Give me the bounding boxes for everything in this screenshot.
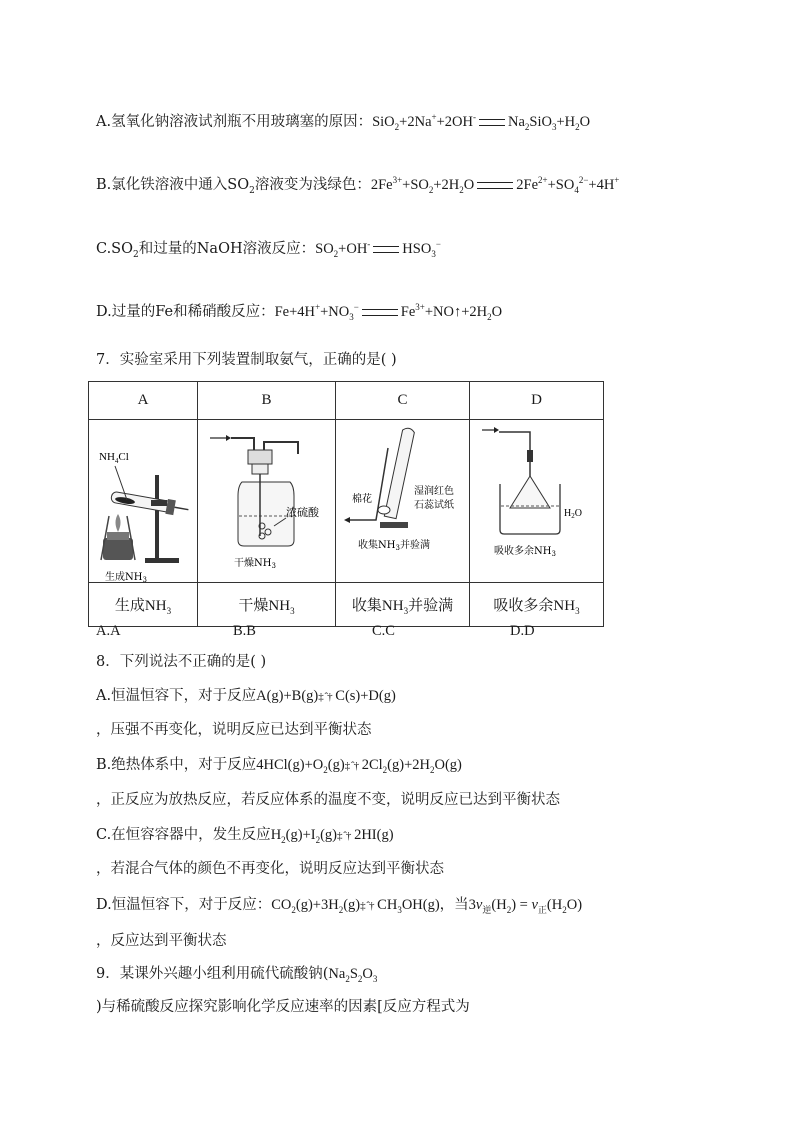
q8-option-b-line2: ，正反应为放热反应，若反应体系的温度不变，说明反应已达到平衡状态	[96, 792, 560, 808]
q8-option-b-line1	[96, 755, 462, 776]
header-c: C	[336, 382, 470, 420]
q6-option-a-text: A.氢氧化钠溶液试剂瓶不用玻璃塞的原因：	[96, 114, 373, 130]
apparatus-d-water-label: $H_2O$	[564, 508, 582, 520]
q6-option-d	[96, 302, 502, 322]
q6-option-d-text: D.过量的Fe和稀硝酸反应：	[96, 304, 275, 320]
apparatus-c-cotton-label: 棉花	[352, 494, 372, 505]
header-b: B	[198, 382, 336, 420]
q6-option-b-text2: 溶液变为浅绿色：	[254, 177, 371, 193]
q8-option-d-text: D.恒温恒容下，对于反应：	[96, 897, 272, 913]
apparatus-d-cell	[470, 420, 604, 583]
q8-option-c-line2: ，若混合气体的颜色不再变化，说明反应达到平衡状态	[96, 861, 444, 877]
q8-option-c-text: C.在恒容容器中，发生反应	[96, 827, 271, 843]
apparatus-a-label: $NH_4Cl$	[99, 451, 129, 465]
apparatus-d-image	[470, 420, 603, 577]
q8-option-a-equation: A(g)+B(g)‡ ˆ† C(s)+D(g)	[256, 688, 396, 704]
apparatus-b-image	[198, 420, 335, 577]
q9-formula: $Na_2S_2O_3$	[328, 966, 378, 984]
apparatus-c-paper-label-1: 湿润红色	[414, 486, 454, 497]
q6-option-b-equation: $2Fe^{3+}+SO_2+2H_2O$ $2Fe^{2+}+SO_4^{2-}+4H^+$	[370, 175, 620, 195]
q6-option-a-equation: SiO$_2$+2Na++2OH- $Na_2SiO_3+H_2O$	[372, 112, 591, 132]
q9-line1-text: 9．某课外兴趣小组利用硫代硫酸钠(	[96, 966, 329, 982]
q8-option-b-text: B.绝热体系中，对于反应	[96, 757, 257, 773]
q8-option-c-equation: $H_2(g)+I_2(g)\ddagger$ ˆ† 2HI(g)	[270, 827, 394, 845]
q7-option-b[interactable]: B.B	[233, 623, 256, 639]
apparatus-b-image-caption: 干燥$NH_3$	[234, 558, 276, 570]
q8-option-d-line1	[96, 895, 582, 916]
q6-option-d-equation: $Fe+4H^++NO_3^-$ $Fe^{3+}+NO↑+2H_2O$	[274, 302, 503, 322]
q7-option-a[interactable]: A.A	[96, 623, 121, 639]
q9-line1	[96, 964, 377, 984]
q8-option-a-text: A.恒温恒容下，对于反应	[96, 688, 257, 704]
caption-b: 干燥$NH_3$	[198, 583, 336, 627]
apparatus-c-image	[336, 420, 469, 577]
q7-stem: 7．实验室采用下列装置制取氨气，正确的是( )	[96, 352, 397, 368]
q8-stem: 8．下列说法不正确的是( )	[96, 654, 267, 670]
q6-option-b-text: B.氯化铁溶液中通入SO	[96, 177, 250, 193]
apparatus-b-cell	[198, 420, 336, 583]
q8-option-a-line2: ，压强不再变化，说明反应已达到平衡状态	[96, 722, 372, 738]
q8-option-d-when: ，当	[439, 897, 469, 913]
caption-d: 吸收多余$NH_3$	[470, 583, 604, 627]
caption-c: 收集$NH_3$并验满	[336, 583, 470, 627]
q8-option-d-equation: $CO_2(g)+3H_2(g)\ddagger$ ˆ† $CH_3OH(g)$	[271, 897, 440, 915]
apparatus-a-cell	[89, 420, 198, 583]
header-d: D	[470, 382, 604, 420]
caption-a: 生成$NH_3$	[89, 583, 198, 627]
header-a: A	[89, 382, 198, 420]
apparatus-table	[88, 381, 604, 627]
q7-option-d[interactable]: D.D	[510, 623, 535, 639]
q6-option-c-text2: 和过量的NaOH溶液反应：	[138, 241, 316, 257]
apparatus-c-paper-label-2: 石蕊试纸	[414, 500, 454, 511]
q6-option-b: B.氯化铁溶液中通入$SO_2$溶液变为浅绿色：$2Fe^{3+}+SO_2+2H_2O$ $2Fe^{2+}+SO_4^{2-}+4H^+$	[96, 175, 620, 196]
apparatus-c-cell	[336, 420, 470, 583]
q6-option-c: $C.SO_2$和过量的NaOH溶液反应：$SO_2+OH^-$ $HSO_3^-$	[96, 239, 441, 260]
apparatus-a-image-caption: 生成$NH_3$	[105, 572, 147, 584]
apparatus-a-image	[89, 420, 197, 584]
q8-option-d-line2: ，反应达到平衡状态	[96, 933, 227, 949]
q8-option-a-line1	[96, 686, 396, 707]
apparatus-d-image-caption: 吸收多余$NH_3$	[494, 546, 556, 558]
apparatus-b-label: 浓硫酸	[286, 506, 319, 519]
q8-option-d-condition: $3v_逆(H_2) = v_正(H_2O)$	[468, 897, 583, 915]
q8-option-b-equation: $4HCl(g)+O_2(g)\ddagger$ ˆ† $2Cl_2(g)+2H_2O(g)$	[256, 757, 462, 775]
q6-option-c-equation: $SO_2+OH^-$ $HSO_3^-$	[315, 239, 441, 259]
q6-option-c-text: C.SO	[96, 241, 134, 257]
apparatus-c-image-caption: 收集$NH_3$并验满	[358, 540, 430, 552]
q7-option-c[interactable]: C.C	[372, 623, 395, 639]
q6-option-a	[96, 112, 590, 132]
q8-option-c-line1	[96, 825, 394, 846]
q9-line2: )与稀硫酸反应探究影响化学反应速率的因素[反应方程式为	[96, 999, 470, 1015]
